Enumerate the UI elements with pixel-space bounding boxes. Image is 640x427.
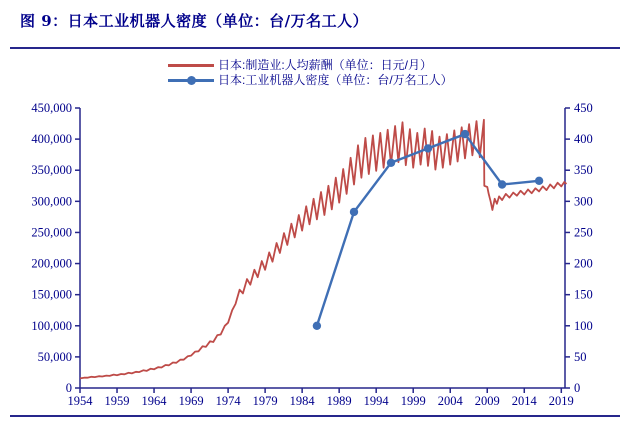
tick-label: 200: [574, 256, 593, 271]
legend-item-wage-label: 日本:制造业:人均薪酬（单位：日元/月）: [218, 58, 433, 72]
tick-label: 1964: [141, 394, 167, 408]
tick-label: 50: [574, 349, 587, 364]
tick-label: 50,000: [37, 349, 72, 364]
tick-label: 1959: [104, 394, 130, 408]
tick-label: 400: [574, 132, 593, 147]
wage-series-line: [80, 120, 567, 379]
tick-label: 150,000: [31, 287, 72, 302]
tick-label: 2009: [474, 394, 500, 408]
robot-data-point-marker: [424, 144, 432, 152]
tick-label: 1979: [252, 394, 278, 408]
tick-label: 100: [574, 318, 593, 333]
axes: [31, 101, 592, 408]
tick-label: 2014: [511, 394, 537, 408]
robot-data-point-marker: [461, 130, 469, 138]
tick-label: 300: [574, 194, 593, 209]
tick-label: 1954: [67, 394, 93, 408]
robot-data-point-marker: [535, 177, 543, 185]
tick-label: 1969: [178, 394, 204, 408]
tick-label: 150: [574, 287, 593, 302]
robot-data-point-marker: [313, 322, 321, 330]
robot-data-point-marker: [498, 180, 506, 188]
tick-label: 300,000: [31, 194, 72, 209]
tick-label: 1984: [289, 394, 315, 408]
tick-label: 1999: [400, 394, 426, 408]
tick-label: 200,000: [31, 256, 72, 271]
legend-item-robot-label: 日本:工业机器人密度（单位：台/万名工人）: [218, 73, 453, 87]
figure-title: 图 9：日本工业机器人密度（单位：台/万名工人）: [20, 12, 369, 30]
tick-label: 1994: [363, 394, 389, 408]
tick-label: 1989: [326, 394, 352, 408]
tick-label: 2004: [437, 394, 463, 408]
bottom-divider: [10, 415, 620, 417]
tick-label: 250,000: [31, 225, 72, 240]
tick-label: 250: [574, 225, 593, 240]
tick-label: 350: [574, 163, 593, 178]
tick-label: 2019: [548, 394, 574, 408]
tick-label: 0: [65, 381, 72, 395]
robot-data-point-marker: [387, 159, 395, 167]
tick-label: 1974: [215, 394, 241, 408]
tick-label: 100,000: [31, 318, 72, 333]
tick-label: 400,000: [31, 132, 72, 147]
tick-label: 0: [574, 381, 581, 395]
tick-label: 350,000: [31, 163, 72, 178]
tick-label: 450: [574, 101, 593, 115]
robot-data-point-marker: [350, 208, 358, 216]
tick-label: 450,000: [31, 101, 72, 115]
